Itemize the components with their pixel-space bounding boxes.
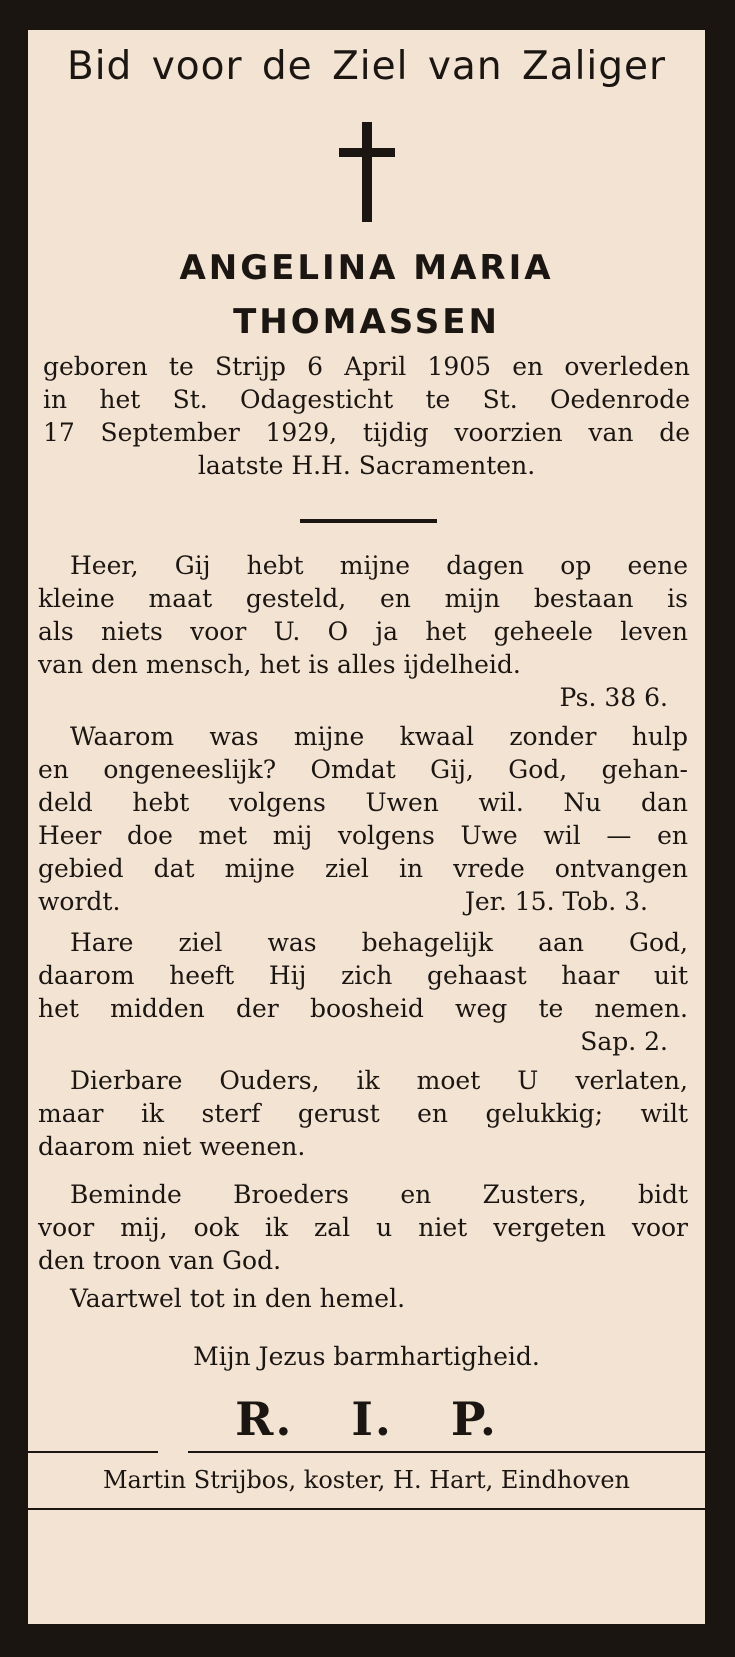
divider bbox=[188, 1451, 705, 1453]
prayer-text: Mijn Jezus barmhartigheid. bbox=[193, 1342, 540, 1371]
biography-line: 17 September 1929, tijdig voorzien van de bbox=[43, 418, 690, 447]
passage-line: Heer, Gij hebt mijne dagen op eene bbox=[70, 551, 688, 580]
biography-line: geboren te Strijp 6 April 1905 en overleden bbox=[43, 352, 690, 381]
passage-line: gebied dat mijne ziel in vrede ontvangen bbox=[38, 854, 688, 883]
passage-line: wordt. bbox=[38, 887, 121, 916]
passage-line: Beminde Broeders en Zusters, bidt bbox=[70, 1180, 688, 1209]
passage-jeremiah bbox=[38, 720, 688, 918]
passage-siblings bbox=[38, 1178, 688, 1277]
divider bbox=[28, 1451, 158, 1453]
passage-line: en ongeneeslijk? Omdat Gij, God, gehan- bbox=[38, 755, 688, 784]
passage-line: daarom niet weenen. bbox=[38, 1132, 306, 1161]
passage-line: Dierbare Ouders, ik moet U verlaten, bbox=[70, 1066, 688, 1095]
biography-text bbox=[43, 350, 690, 482]
divider bbox=[300, 519, 437, 523]
passage-line: Heer doe met mij volgens Uwe wil — en bbox=[38, 821, 688, 850]
biography-line: in het St. Odagesticht te St. Oedenrode bbox=[43, 385, 690, 414]
memorial-card bbox=[28, 30, 705, 1624]
passage-psalm bbox=[38, 549, 688, 714]
rip-text: R. I. P. bbox=[235, 1392, 498, 1446]
passage-reference: Sap. 2. bbox=[580, 1027, 668, 1056]
passage-reference: Ps. 38 6. bbox=[559, 683, 668, 712]
passage-line: deld hebt volgens Uwen wil. Nu dan bbox=[38, 788, 688, 817]
passage-reference: Jer. 15. Tob. 3. bbox=[464, 887, 648, 916]
passage-parents bbox=[38, 1064, 688, 1163]
passage-line: het midden der boosheid weg te nemen. bbox=[38, 994, 688, 1023]
passage-line: voor mij, ook ik zal u niet vergeten voor bbox=[38, 1213, 688, 1242]
passage-line: den troon van God. bbox=[38, 1246, 282, 1275]
farewell-text: Vaartwel tot in den hemel. bbox=[70, 1284, 406, 1313]
passage-line: daarom heeft Hij zich gehaast haar uit bbox=[38, 961, 688, 990]
passage-line-last bbox=[38, 885, 688, 918]
deceased-name-first: ANGELINA MARIA bbox=[179, 248, 554, 288]
divider bbox=[28, 1508, 705, 1510]
passage-line: als niets voor U. O ja het geheele leven bbox=[38, 617, 688, 646]
header-text: Bid voor de Ziel van Zaliger bbox=[66, 44, 667, 89]
passage-wisdom bbox=[38, 926, 688, 1058]
deceased-name-last: THOMASSEN bbox=[233, 302, 500, 342]
printer-credit: Martin Strijbos, koster, H. Hart, Eindhoven bbox=[102, 1466, 630, 1494]
passage-line: maar ik sterf gerust en gelukkig; wilt bbox=[38, 1099, 688, 1128]
passage-line: Hare ziel was behagelijk aan God, bbox=[70, 928, 688, 957]
passage-line: van den mensch, het is alles ijdelheid. bbox=[38, 650, 521, 679]
passage-line: kleine maat gesteld, en mijn bestaan is bbox=[38, 584, 688, 613]
passage-line: Waarom was mijne kwaal zonder hulp bbox=[70, 722, 688, 751]
biography-line: laatste H.H. Sacramenten. bbox=[197, 451, 536, 480]
